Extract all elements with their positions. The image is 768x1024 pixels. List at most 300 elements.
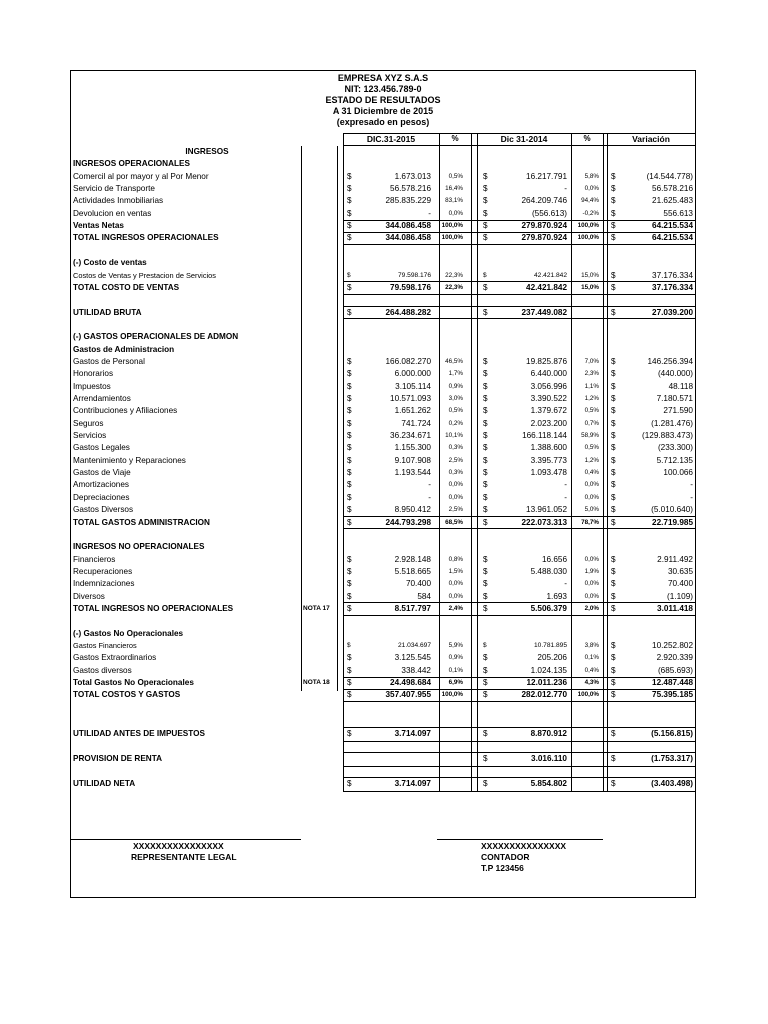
pct-2014: 1,2%: [584, 395, 599, 402]
row-label: Arrendamientos: [73, 394, 131, 403]
currency-sign: $: [483, 171, 488, 181]
currency-sign: $: [347, 184, 352, 194]
statement-row: [71, 183, 695, 195]
currency-sign: $: [347, 517, 352, 527]
pct-2014: -0,2%: [582, 209, 599, 217]
pct-2014: 1,1%: [584, 382, 599, 390]
value-2015: 5.518.665: [394, 566, 431, 576]
row-label: Diversos: [73, 591, 105, 601]
currency-sign: $: [483, 579, 488, 589]
value-variacion: 64.215.534: [652, 221, 693, 231]
value-2014: -: [564, 492, 567, 502]
statement-row: [71, 405, 695, 417]
blank-row: [71, 615, 695, 627]
value-2014: 279.870.924: [521, 221, 567, 231]
currency-sign: $: [611, 418, 616, 428]
row-label: Total Gastos No Operacionales: [73, 678, 194, 688]
currency-sign: $: [347, 196, 352, 206]
currency-sign: $: [347, 468, 352, 478]
currency-sign: $: [347, 307, 352, 317]
value-variacion: 22.719.985: [652, 517, 693, 527]
pct-2015: 2,5%: [448, 456, 463, 464]
value-2014: (556.613): [531, 208, 567, 218]
value-2014: 12.011.236: [526, 678, 567, 688]
pct-2015: 5,9%: [448, 642, 463, 649]
row-label: Amortizaciones: [73, 480, 129, 490]
currency-sign: $: [483, 591, 488, 601]
value-variacion: 271.590: [663, 406, 693, 416]
pct-2015: 22,3%: [445, 283, 463, 291]
pct-2015: 0,3%: [448, 444, 463, 452]
value-variacion: -: [690, 480, 693, 490]
row-label: TOTAL INGRESOS OPERACIONALES: [73, 233, 219, 243]
pct-2015: 46,5%: [445, 357, 463, 365]
value-2015: 2.928.148: [394, 554, 431, 564]
statement-row: [71, 393, 695, 405]
currency-sign: $: [347, 554, 352, 564]
value-variacion: 2.920.339: [656, 653, 693, 663]
pct-2015: 0,0%: [448, 481, 463, 489]
currency-sign: $: [347, 171, 352, 181]
currency-sign: $: [611, 233, 616, 243]
value-2015: 344.086.458: [385, 233, 431, 243]
currency-sign: $: [483, 394, 488, 403]
col-pct1-header: %: [451, 134, 459, 143]
statement-row: [71, 232, 695, 244]
value-2014: 1.693: [546, 591, 567, 601]
utilidad-antes-2014: 8.870.912: [530, 729, 567, 738]
pct-2015: 83,1%: [445, 197, 463, 205]
value-variacion: (1.109): [667, 591, 693, 601]
row-label: TOTAL COSTOS Y GASTOS: [73, 690, 181, 700]
statement-row: [71, 603, 695, 615]
currency-sign: $: [611, 270, 616, 280]
value-variacion: 27.039.200: [652, 307, 693, 317]
pct-2015: 16,4%: [445, 185, 463, 193]
value-2014: 5.488.030: [530, 566, 567, 576]
currency-sign: $: [611, 591, 616, 601]
value-2015: 1.193.544: [394, 468, 431, 478]
currency-sign: $: [611, 729, 616, 738]
currency-sign: $: [483, 455, 488, 465]
value-variacion: 21.625.483: [652, 196, 693, 206]
pct-2014: 7,0%: [584, 357, 599, 365]
pct-2014: 15,0%: [581, 271, 599, 279]
statement-row: [71, 677, 695, 689]
value-2014: 2.023.200: [530, 418, 567, 428]
value-variacion: 10.252.802: [652, 641, 693, 650]
pct-2015: 0,0%: [448, 580, 463, 588]
value-2015: 1.673.013: [394, 171, 431, 181]
pct-2014: 2,3%: [584, 370, 599, 378]
currency-sign: $: [611, 603, 616, 613]
value-variacion: -: [690, 492, 693, 502]
pct-2014: 100,0%: [577, 222, 599, 230]
value-2014: -: [564, 579, 567, 589]
row-label: TOTAL COSTO DE VENTAS: [73, 282, 180, 292]
currency-sign: $: [611, 579, 616, 589]
currency-sign: $: [483, 282, 488, 292]
value-2015: 264.488.282: [385, 307, 431, 317]
row-label: (-) Gastos No Operacionales: [73, 628, 184, 638]
value-variacion: 30.635: [667, 566, 693, 576]
statement-row: [71, 195, 695, 207]
pct-2014: 0,1%: [584, 654, 599, 662]
value-2014: 1.093.478: [530, 468, 567, 478]
pct-2014: 0,7%: [584, 419, 599, 427]
blank-row: [71, 529, 695, 541]
pct-2014: 0,0%: [584, 592, 599, 600]
utilidad-neta-label: UTILIDAD NETA: [73, 779, 136, 788]
statement-row: [71, 652, 695, 664]
statement-row: [71, 381, 695, 393]
currency-sign: $: [483, 208, 488, 218]
value-2014: 282.012.770: [521, 690, 567, 700]
currency-sign: $: [483, 356, 488, 366]
currency-sign: $: [483, 779, 488, 788]
statement-row: [71, 208, 695, 220]
currency-sign: $: [483, 517, 488, 527]
row-label: Contribuciones y Afiliaciones: [73, 406, 178, 416]
statement-row: [71, 517, 695, 529]
value-2014: 5.506.379: [530, 603, 567, 613]
col-variacion-header: Variación: [632, 134, 670, 144]
value-2015: 741.724: [401, 418, 431, 428]
value-2015: 1.155.300: [394, 443, 431, 453]
value-variacion: 5.712.135: [656, 455, 693, 465]
currency-sign: $: [347, 282, 352, 292]
currency-sign: $: [483, 221, 488, 231]
row-label: Gastos de Viaje: [73, 468, 131, 478]
provision-renta-variacion: (1.753.317): [651, 754, 693, 763]
column-header-row: [71, 133, 695, 145]
currency-sign: $: [347, 579, 352, 589]
statement-row: [71, 566, 695, 578]
currency-sign: $: [483, 307, 488, 317]
pct-2015: 0,8%: [448, 555, 463, 563]
row-label: Depreciaciones: [73, 492, 130, 502]
blank-row: [71, 319, 695, 331]
statement-row: [71, 578, 695, 590]
statement-row: [71, 430, 695, 442]
provision-renta-row: [71, 753, 695, 765]
value-variacion: 48.118: [668, 381, 693, 391]
col-2015-header: DIC.31-2015: [366, 134, 416, 144]
statement-row: [71, 554, 695, 566]
pct-2014: 0,5%: [584, 444, 599, 452]
currency-sign: $: [347, 779, 352, 788]
value-2014: 3.390.522: [530, 394, 567, 403]
statement-row: [71, 158, 695, 170]
value-variacion: (440.000): [657, 369, 693, 379]
value-2015: 584: [417, 591, 431, 601]
value-2014: 42.421.842: [526, 282, 567, 292]
statement-row: [71, 356, 695, 368]
row-label: Recuperaciones: [73, 566, 133, 576]
value-2015: 285.835.229: [385, 196, 431, 206]
currency-sign: $: [483, 196, 488, 206]
pct-2014: 4,3%: [584, 679, 599, 687]
currency-sign: $: [347, 678, 352, 688]
value-variacion: 7.180.571: [656, 394, 693, 403]
currency-sign: $: [611, 455, 616, 465]
utilidad-antes-2015: 3.714.097: [394, 729, 431, 738]
currency-sign: $: [483, 505, 488, 515]
value-2014: 16.656: [541, 554, 567, 564]
pct-2014: 5,8%: [584, 172, 599, 180]
pct-2015: 0,1%: [448, 666, 463, 674]
currency-sign: $: [483, 665, 488, 675]
value-variacion: 70.400: [667, 579, 693, 589]
currency-sign: $: [611, 754, 616, 763]
pct-2015: 0,3%: [448, 469, 463, 477]
currency-sign: $: [347, 642, 351, 649]
value-2015: 357.407.955: [385, 690, 431, 700]
currency-sign: $: [611, 184, 616, 194]
utilidad-antes-label: UTILIDAD ANTES DE IMPUESTOS: [73, 729, 205, 738]
statement-row: [71, 220, 695, 232]
pct-2014: 0,5%: [584, 407, 599, 415]
value-2014: 10.781.895: [533, 642, 567, 649]
pct-2014: 1,2%: [584, 456, 599, 464]
currency-sign: $: [483, 369, 488, 379]
statement-row: [71, 368, 695, 380]
value-2014: 42.421.842: [533, 271, 567, 279]
value-2014: 3.395.773: [530, 455, 567, 465]
currency-sign: $: [347, 394, 352, 403]
statement-row: [71, 455, 695, 467]
currency-sign: $: [611, 381, 616, 391]
statement-row: [71, 307, 695, 319]
currency-sign: $: [483, 642, 487, 649]
currency-sign: $: [483, 690, 488, 700]
utilidad-neta-2015: 3.714.097: [394, 779, 431, 788]
row-label: Comercil al por mayor y al Por Menor: [73, 171, 209, 181]
currency-sign: $: [611, 517, 616, 527]
row-label: Servicios: [73, 431, 107, 441]
row-label: Gastos de Administracion: [73, 344, 175, 354]
row-label: Costos de Ventas y Prestacion de Servicios: [73, 270, 216, 280]
value-variacion: (233.300): [657, 443, 693, 453]
pct-2015: 0,5%: [448, 407, 463, 415]
row-label: Indemnizaciones: [73, 579, 135, 589]
pct-2014: 100,0%: [577, 234, 599, 242]
value-variacion: 37.176.334: [652, 270, 693, 280]
currency-sign: $: [611, 356, 616, 366]
currency-sign: $: [347, 566, 352, 576]
value-2015: 9.107.908: [394, 455, 431, 465]
currency-sign: $: [347, 431, 352, 441]
currency-sign: $: [483, 480, 488, 490]
value-2015: 244.793.298: [385, 517, 431, 527]
currency-sign: $: [483, 653, 488, 663]
value-2014: 1.379.672: [530, 406, 567, 416]
value-variacion: 556.613: [663, 208, 693, 218]
provision-renta-2014: 3.016.110: [531, 754, 567, 763]
row-label: Actividades Inmobiliarias: [73, 196, 164, 206]
statement-title: ESTADO DE RESULTADOS: [325, 95, 441, 105]
currency-sign: $: [611, 431, 616, 441]
currency-sign: $: [611, 665, 616, 675]
statement-row: [71, 418, 695, 430]
utilidad-neta-row: [71, 778, 695, 790]
value-variacion: (129.883.473): [642, 431, 693, 441]
currency-sign: $: [347, 418, 352, 428]
row-label: (-) GASTOS OPERACIONALES DE ADMON: [73, 332, 239, 342]
company-nit: NIT: 123.456.789-0: [344, 84, 422, 94]
statement-row: [71, 504, 695, 516]
value-2015: 6.000.000: [394, 369, 431, 379]
row-label: Honorarios: [73, 369, 114, 379]
pct-2015: 0,0%: [448, 209, 463, 217]
currency-sign: $: [483, 381, 488, 391]
value-variacion: 3.011.418: [657, 603, 693, 613]
value-2015: 70.400: [405, 579, 431, 589]
currency-sign: $: [483, 443, 488, 453]
currency-sign: $: [611, 394, 616, 403]
blank-row: [71, 294, 695, 306]
value-2015: 36.234.671: [390, 431, 431, 441]
row-label: Mantenimiento y Reparaciones: [73, 455, 186, 465]
utilidad-antes-row: [71, 728, 695, 740]
currency-sign: $: [611, 171, 616, 181]
pct-2014: 58,9%: [581, 432, 599, 440]
value-2015: 8.517.797: [394, 603, 431, 613]
col-pct2-header: %: [583, 134, 591, 143]
value-2014: 264.209.746: [521, 196, 567, 206]
value-variacion: 12.487.448: [652, 678, 693, 688]
row-label: Ventas Netas: [73, 221, 124, 231]
pct-2015: 1,7%: [448, 370, 463, 378]
statement-row: [71, 541, 695, 553]
pct-2014: 0,4%: [584, 666, 599, 674]
value-2014: 13.961.052: [526, 505, 567, 515]
currency-sign: $: [483, 233, 488, 243]
statement-row: [71, 442, 695, 454]
currency-sign: $: [483, 406, 488, 416]
statement-row: [71, 591, 695, 603]
currency-sign: $: [483, 468, 488, 478]
pct-2015: 2,4%: [448, 604, 463, 612]
row-label: Financieros: [73, 554, 116, 564]
pct-2015: 100,0%: [441, 234, 463, 242]
row-label: Servicio de Transporte: [73, 184, 155, 194]
currency-sign: $: [347, 505, 352, 515]
value-2015: -: [428, 480, 431, 490]
pct-2014: 1,9%: [584, 567, 599, 575]
currency-sign: $: [347, 443, 352, 453]
currency-sign: $: [483, 678, 488, 688]
currency-sign: $: [611, 653, 616, 663]
utilidad-antes-variacion: (5.156.815): [651, 729, 693, 738]
currency-sign: $: [611, 196, 616, 206]
statement-row: [71, 467, 695, 479]
currency-sign: $: [611, 566, 616, 576]
value-2015: 79.598.176: [390, 282, 431, 292]
statement-row: [71, 479, 695, 491]
pct-2014: 0,0%: [584, 493, 599, 501]
value-2015: 3.105.114: [395, 381, 431, 391]
pct-2015: 6,9%: [448, 679, 463, 687]
pct-2014: 94,4%: [581, 197, 599, 205]
pct-2015: 10,1%: [445, 432, 463, 440]
value-variacion: (685.693): [657, 665, 693, 675]
legal-rep-title: REPRESENTANTE LEGAL: [131, 852, 237, 862]
statement-row: [71, 270, 695, 282]
value-2015: 338.442: [401, 665, 431, 675]
value-2015: 8.950.412: [394, 505, 431, 515]
currency-sign: $: [347, 480, 352, 490]
statement-row: [71, 282, 695, 294]
row-label: Gastos Diversos: [73, 505, 134, 515]
currency-sign: $: [347, 653, 352, 663]
statement-date: A 31 Diciembre de 2015: [332, 106, 434, 116]
currency-sign: $: [611, 406, 616, 416]
currency-sign: $: [611, 492, 616, 502]
pct-2014: 0,0%: [584, 555, 599, 563]
currency-sign: $: [611, 307, 616, 317]
currency-sign: $: [483, 271, 487, 279]
value-2014: -: [564, 184, 567, 194]
currency-sign: $: [483, 554, 488, 564]
statement-row: [71, 146, 695, 158]
currency-sign: $: [483, 492, 488, 502]
currency-sign: $: [347, 406, 352, 416]
value-variacion: 37.176.334: [652, 282, 693, 292]
row-label: Devolucion en ventas: [73, 208, 152, 218]
currency-sign: $: [347, 665, 352, 675]
currency-sign: $: [611, 505, 616, 515]
row-label: TOTAL INGRESOS NO OPERACIONALES: [73, 603, 234, 613]
pct-2014: 3,8%: [584, 642, 599, 649]
row-label: (-) Costo de ventas: [73, 258, 147, 268]
value-2015: 10.571.093: [390, 394, 431, 403]
row-label: Gastos Financieros: [73, 641, 137, 650]
value-variacion: 75.395.185: [652, 690, 693, 700]
value-2015: -: [428, 492, 431, 502]
pct-2014: 0,0%: [584, 580, 599, 588]
row-label: UTILIDAD BRUTA: [73, 307, 142, 317]
currency-sign: $: [483, 603, 488, 613]
currency-sign: $: [347, 233, 352, 243]
currency-sign: $: [347, 271, 351, 279]
currency-sign: $: [483, 184, 488, 194]
utilidad-neta-2014: 5.854.802: [530, 779, 567, 788]
row-label: INGRESOS OPERACIONALES: [73, 159, 190, 169]
currency-sign: $: [611, 282, 616, 292]
currency-sign: $: [611, 480, 616, 490]
currency-sign: $: [611, 208, 616, 218]
currency-sign: $: [347, 369, 352, 379]
statement-row: [71, 689, 695, 701]
currency-sign: $: [611, 641, 616, 650]
pct-2015: 100,0%: [441, 691, 463, 699]
currency-sign: $: [347, 603, 352, 613]
currency-sign: $: [347, 356, 352, 366]
pct-2014: 100,0%: [577, 691, 599, 699]
row-nota: NOTA 18: [303, 679, 330, 687]
value-2014: 3.056.996: [530, 381, 567, 391]
pct-2015: 2,5%: [448, 506, 463, 514]
legal-rep-placeholder: XXXXXXXXXXXXXXXX: [133, 841, 224, 851]
contador-placeholder: XXXXXXXXXXXXXXX: [481, 841, 567, 851]
contador-title: CONTADOR: [481, 852, 530, 862]
value-2014: 279.870.924: [521, 233, 567, 243]
col-2014-header: Dic 31-2014: [500, 134, 548, 144]
currency-sign: $: [483, 431, 488, 441]
row-nota: NOTA 17: [303, 604, 330, 612]
value-2015: 79.598.176: [397, 271, 431, 279]
